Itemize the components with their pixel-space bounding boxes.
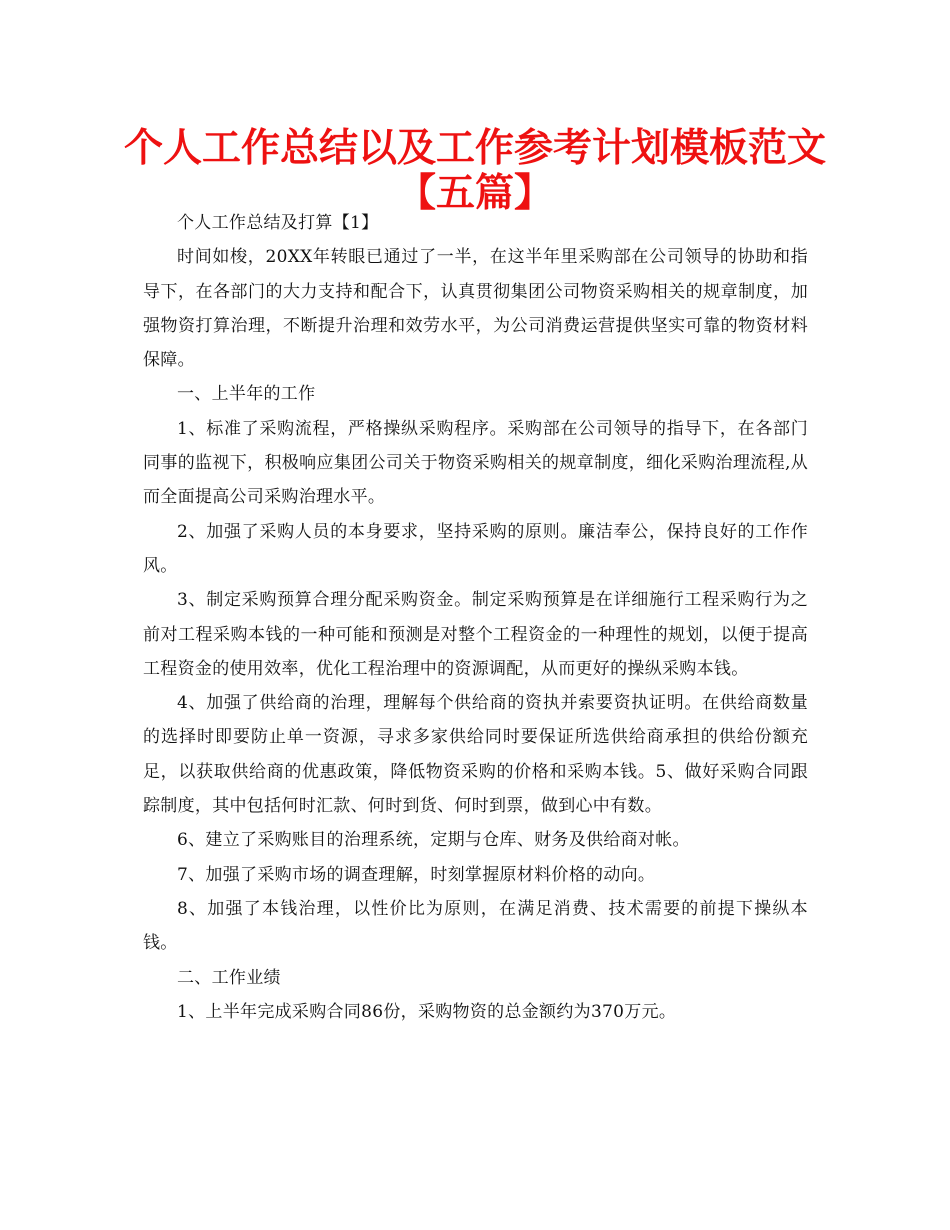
section-heading-first-half-work: 一、上半年的工作	[177, 384, 316, 405]
achievement-item-1: 1、上半年完成采购合同86份，采购物资的总金额约为370万元。	[177, 1001, 677, 1022]
work-item-8: 8、加强了本钱治理，以性价比为原则，在满足消费、技术需要的前提下操纵本钱。	[143, 898, 808, 954]
work-item-1: 1、标准了采购流程，严格操纵采购程序。采购部在公司领导的指导下，在各部门同事的监视下，积极响应集团公司关于物资采购相关的规章制度，细化采购治理流程,从而全面提高公司采购治理水平。	[143, 418, 808, 508]
document-title-line-1: 个人工作总结以及工作参考计划模板范文	[123, 126, 826, 171]
section-heading-achievements: 二、工作业绩	[177, 967, 281, 988]
work-item-2: 2、加强了采购人员的本身要求，坚持采购的原则。廉洁奉公，保持良好的工作作风。	[143, 521, 808, 576]
intro-paragraph: 时间如梭，20XX年转眼已通过了一半，在这半年里采购部在公司领导的协助和指导下，在各部门的大力支持和配合下，认真贯彻集团公司物资采购相关的规章制度，加强物资打算治理，不断提升治理和效劳水平，为公司消费运营提供坚实可靠的物资材料保障。	[143, 247, 808, 371]
work-item-6: 6、建立了采购账目的治理系统，定期与仓库、财务及供给商对帐。	[177, 830, 690, 851]
work-item-3: 3、制定采购预算合理分配采购资金。制定采购预算是在详细施行工程采购行为之前对工程采购本钱的一种可能和预测是对整个工程资金的一种理性的规划，以便于提高工程资金的使用效率，优化工程治理中的资源调配，从而更好的操纵采购本钱。	[143, 590, 808, 679]
document-title-line-2: 【五篇】	[396, 171, 553, 216]
document-body	[143, 206, 808, 1029]
work-item-4-5: 4、加强了供给商的治理，理解每个供给商的资执并索要资执证明。在供给商数量的选择时即要防止单一资源，寻求多家供给同时要保证所选供给商承担的供给份额充足，以获取供给商的优惠政策，降低物资采购的价格和采购本钱。5、做好采购合同跟踪制度，其中包括何时汇款、何时到货、何时到票，做到心中有数。	[143, 693, 808, 817]
section-heading-1: 个人工作总结及打算【1】	[177, 213, 379, 233]
work-item-7: 7、加强了采购市场的调查理解，时刻掌握原材料价格的动向。	[177, 864, 656, 885]
